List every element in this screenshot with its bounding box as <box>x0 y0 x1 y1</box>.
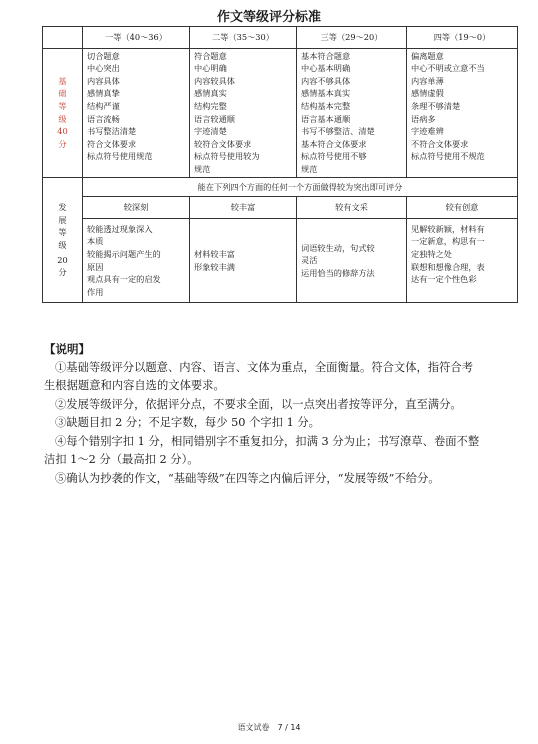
development-level-label: 发 展 等 级 20 分 <box>43 177 83 303</box>
basic-grade-1-cell: 切合题意 中心突出 内容具体 感情真挚 结构严谨 语言流畅 书写整洁清楚 符合文体要求 标点符号使用规范 <box>83 48 190 177</box>
development-content-row <box>43 218 518 303</box>
note-4-line-2: 洁扣 1～2 分（最高扣 2 分）。 <box>44 453 199 466</box>
notes-section <box>44 340 524 488</box>
page-title: 作文等级评分标准 <box>216 10 321 25</box>
note-1-line-1: ①基础等级评分以题意、内容、语言、文体为重点，全面衡量。符合文体，指符合考 <box>55 360 473 374</box>
note-3: ③缺题目扣 2 分；不足字数，每少 50 个字扣 1 分。 <box>55 416 320 429</box>
basic-level-row <box>43 48 518 177</box>
subheader-rich: 较丰富 <box>190 197 297 219</box>
note-4-line-1: ④每个错别字扣 1 分，相同错别字不重复扣分，扣满 3 分为止；书写潦草、卷面不整 <box>55 434 480 448</box>
notes-heading: 【说明】 <box>44 342 90 356</box>
basic-grade-2-cell: 符合题意 中心明确 内容较具体 感情真实 结构完整 语言较通顺 字迹清楚 较符合文体要求 标点符号使用较为 规范 <box>190 48 297 177</box>
development-deep-cell: 较能透过现象深入 本质 较能揭示问题产生的 原因 观点具有一定的启发 作用 <box>83 218 190 303</box>
development-note-row <box>43 177 518 197</box>
note-2: ②发展等级评分，依据评分点，不要求全面，以一点突出者按等评分，直至满分。 <box>55 397 462 411</box>
grade-1-header: 一等（40～36） <box>83 27 190 49</box>
development-subheader-row <box>43 197 518 219</box>
development-creative-cell: 见解较新颖，材料有 一定新意，构思有一 定独特之处 联想和想像合理，表 达有一定个性色彩 <box>407 218 518 303</box>
development-rich-cell: 材料较丰富 形象较丰满 <box>190 218 297 303</box>
grade-3-header: 三等（29～20） <box>297 27 407 49</box>
page-footer: 语文试卷 7 / 14 <box>237 723 301 732</box>
header-row <box>43 27 518 49</box>
note-1-line-2: 生根据题意和内容自选的文体要求。 <box>44 379 225 392</box>
grading-table <box>42 26 518 303</box>
note-5: ⑤确认为抄袭的作文，“基础等级”在四等之内偏后评分，“发展等级”不给分。 <box>55 471 440 485</box>
basic-level-label: 基 础 等 级 40 分 <box>43 48 83 177</box>
corner-cell <box>43 27 83 49</box>
grade-2-header: 二等（35～30） <box>190 27 297 49</box>
grade-4-header: 四等（19～0） <box>407 27 518 49</box>
development-literary-cell: 词语较生动，句式较 灵活 运用恰当的修辞方法 <box>297 218 407 303</box>
basic-grade-3-cell: 基本符合题意 中心基本明确 内容不够具体 感情基本真实 结构基本完整 语言基本通顺 书写不够整洁、清楚 基本符合文体要求 标点符号使用不够 规范 <box>297 48 407 177</box>
development-note: 能在下列四个方面的任何一个方面做得较为突出即可评分 <box>83 177 518 197</box>
subheader-creative: 较有创意 <box>407 197 518 219</box>
basic-grade-4-cell: 偏离题意 中心不明或立意不当 内容单薄 感情虚假 条理不够清楚 语病多 字迹难辨 不符合文体要求 标点符号使用不规范 <box>407 48 518 177</box>
subheader-literary: 较有文采 <box>297 197 407 219</box>
subheader-deep: 较深刻 <box>83 197 190 219</box>
